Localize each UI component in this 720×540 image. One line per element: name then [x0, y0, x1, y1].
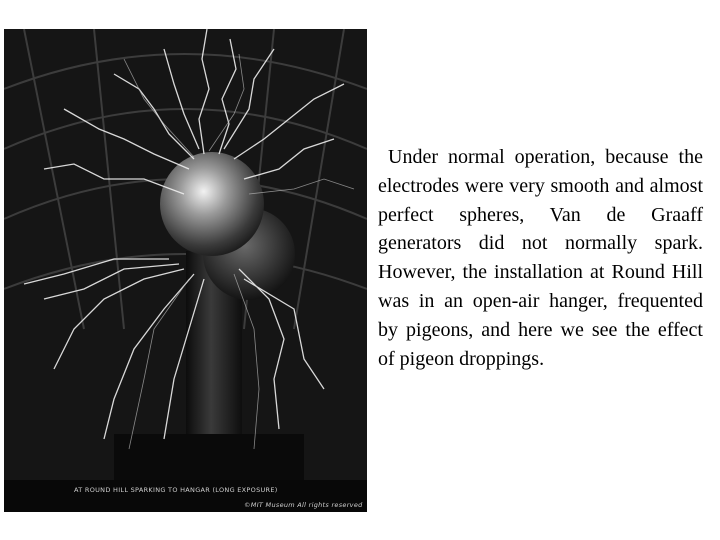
electrode-sphere: [160, 152, 264, 256]
photo-caption-bar: [4, 480, 367, 512]
photo-illustration: [4, 29, 367, 512]
photo-caption: AT ROUND HILL SPARKING TO HANGAR (LONG EXPOSURE): [74, 486, 278, 494]
photo-credit: ©MIT Museum All rights reserved: [244, 501, 363, 509]
description-paragraph: Under normal operation, because the electrodes were very smooth and almost perfect spheres, Van de Graaff generators did not normally spark. However, the installation at Round Hill was in an open-air hanger, frequented by pigeons, and here we see the effect of pigeon droppings.: [378, 146, 703, 370]
van-de-graaff-photo: [4, 29, 367, 512]
